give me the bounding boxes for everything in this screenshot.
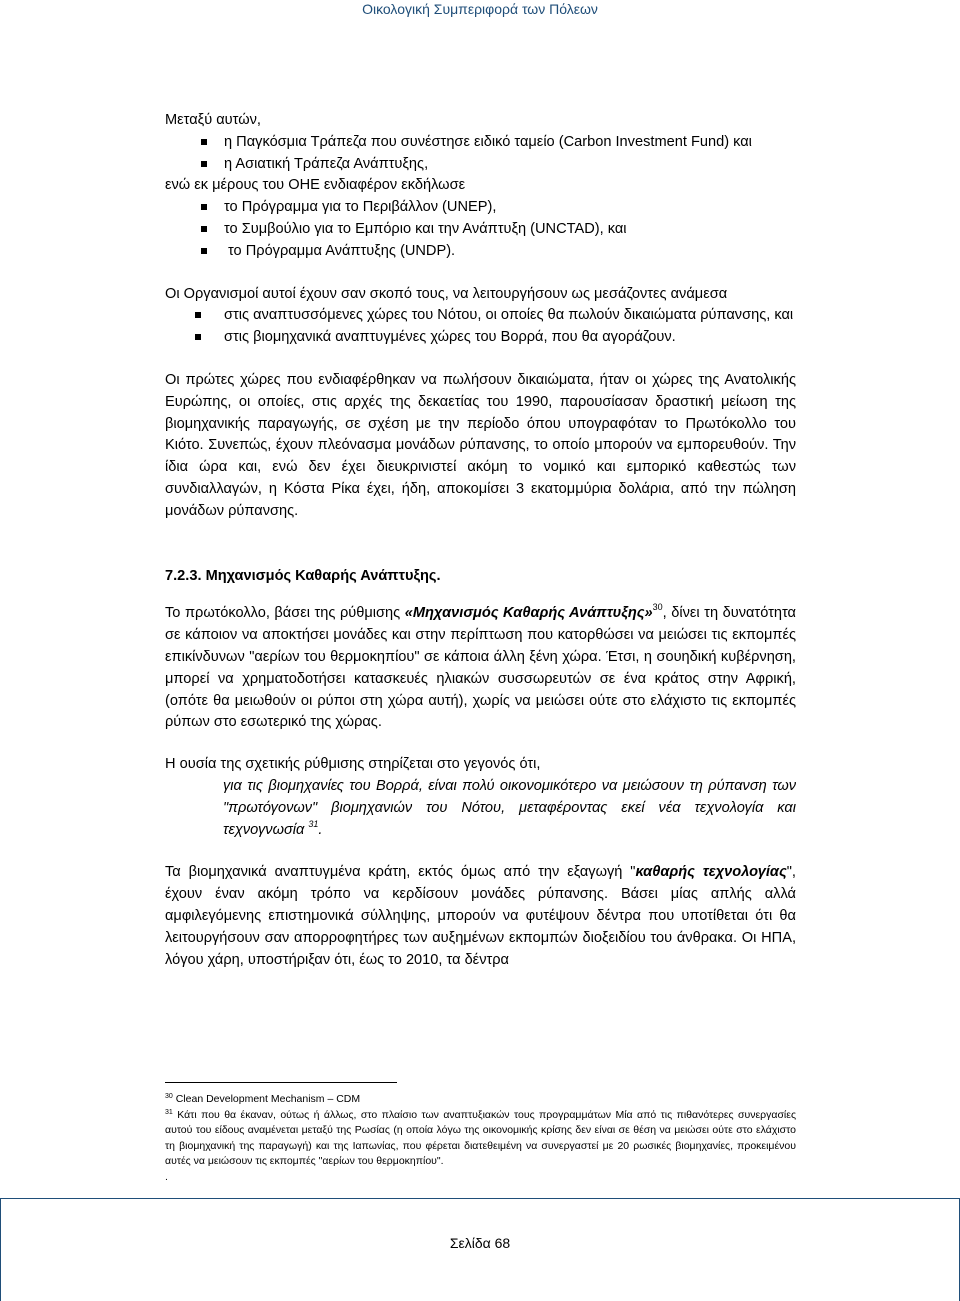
- paragraph-text: , δίνει τη δυνατότητα σε κάποιον να αποκτήσει μονάδες και στην περίπτωση που κατορθώσει να μειώσει τις εκπομπές επικίνδυνων "αερίων του θερμοκηπίου" σε κάποια άλλη ξένη χώρα. Έτσι, η σουηδική κυβέρνηση, μπορεί να χρηματοδοτήσει κατασκευές ηλιακών συσσωρευτών σε ένα κράτος στην Αφρική, (οπότε θα μειωθούν οι ρύποι στη χώρα αυτή), χωρίς να μειώσει ούτε στο ελάχιστο τις εκπομπές ρύπων στο εσωτερικό της χώρας.: [165, 605, 796, 731]
- footnotes: [165, 1092, 796, 1186]
- mechanism-term: «Μηχανισμός Καθαρής Ανάπτυξης»: [404, 605, 653, 622]
- list-item: [165, 132, 796, 154]
- section-heading: 7.2.3. Μηχανισμός Καθαρής Ανάπτυξης.: [165, 567, 441, 584]
- running-header: Οικολογική Συμπεριφορά των Πόλεων: [362, 1, 598, 17]
- list-item-text: στις αναπτυσσόμενες χώρες του Νότου, οι οποίες θα πωλούν δικαιώματα ρύπανσης, και: [224, 307, 794, 324]
- list-item-text: το Συμβούλιο για το Εμπόριο και την Ανάπτυξη (UNCTAD), και: [224, 220, 627, 237]
- list-item: [165, 305, 796, 327]
- square-bullet-icon: [195, 312, 201, 318]
- list-item-text: το Πρόγραμμα για το Περιβάλλον (UNEP),: [224, 199, 497, 216]
- footnote-number: 30: [165, 1093, 173, 1100]
- clean-technology-term: καθαρής τεχνολογίας: [635, 864, 787, 881]
- un-bullet-list: [165, 197, 796, 262]
- footnote-number: 31: [165, 1108, 173, 1116]
- paragraph-text: Το πρωτόκολλο, βάσει της ρύθμισης: [165, 605, 405, 622]
- organizations-lead: Οι Οργανισμοί αυτοί έχουν σαν σκοπό τους, να λειτουργήσουν ως μεσάζοντες ανάμεσα: [165, 285, 728, 302]
- page-body: [165, 110, 796, 971]
- quote-end: .: [318, 821, 323, 838]
- footnote-31: [165, 1108, 796, 1170]
- square-bullet-icon: [201, 248, 207, 254]
- essence-lead: Η ουσία της σχετικής ρύθμισης στηρίζεται στο γεγονός ότι,: [165, 756, 541, 773]
- square-bullet-icon: [201, 139, 207, 145]
- list-item: [165, 154, 796, 176]
- footnote-separator: [165, 1082, 397, 1083]
- square-bullet-icon: [201, 161, 207, 167]
- list-item: [165, 197, 796, 219]
- square-bullet-icon: [201, 204, 207, 210]
- paragraph-text: Τα βιομηχανικά αναπτυγμένα κράτη, εκτός όμως από την εξαγωγή ": [165, 864, 636, 881]
- paragraph-text: ", έχουν έναν ακόμη τρόπο να κερδίσουν μονάδες ρύπανσης. Βάσει μίας απλής αλλά αμφιλεγόμενης επιστημονικά σύλληψης, μπορούν να φυτέψουν δέντρα που υποτίθεται ότι θα λειτουργήσουν σαν απορροφητήρες των αυξημένων εκπομπών διοξειδίου του άνθρακα. Οι ΗΠΑ, λόγου χάρη, υποστήριξαν ότι, έως το 2010, τα δέντρα: [165, 864, 796, 968]
- footnote-30: [165, 1092, 796, 1108]
- list-item-text: το Πρόγραμμα Ανάπτυξης (UNDP).: [228, 242, 456, 259]
- list-item-text: η Ασιατική Τράπεζα Ανάπτυξης,: [224, 155, 429, 172]
- intro-lead: Μεταξύ αυτών,: [165, 112, 261, 128]
- page-number: Σελίδα 68: [449, 1235, 511, 1251]
- essence-quote: [165, 776, 796, 841]
- paragraph-first-countries: Οι πρώτες χώρες που ενδιαφέρθηκαν να πωλήσουν δικαιώματα, ήταν οι χώρες της Ανατολικής Ευρώπης, οι οποίες, στις αρχές της δεκαετίας του 1990, παρουσίασαν δραστική μείωση της βιομηχανικής παραγωγής, σε σχέση με την περίοδο όπου υπογραφόταν το Πρωτόκολλο του Κιότο. Συνεπώς, έχουν πλεόνασμα μονάδων ρύπανσης, το οποίο μπορούν να εμπορευθούν. Την ίδια ώρα και, ενώ δεν έχει διευκρινιστεί ακόμη το νομικό και εμπορικό καθεστώς των συνδιαλλαγών, η Κόστα Ρίκα έχει, ήδη, αποκομίσει 3 εκατομμύρια δολάρια, από την πώληση μονάδων ρύπανσης.: [165, 371, 796, 519]
- footer-border-top: [0, 1198, 960, 1199]
- paragraph-industrial: [165, 862, 796, 971]
- footnote-text: Κάτι που θα έκαναν, ούτως ή άλλως, στο πλαίσιο των αναπτυξιακών τους προγραμμάτων Μία από τις πιθανότερες συνεργασίες αυτού του είδους αναμένεται μεταξύ της Ρωσίας (η οποία λόγω της οικονομικής κρίσης δεν είναι σε θέση να μειώσει ούτε στο ελάχιστο τη βιομηχανική της παραγωγή) και της Ιαπωνίας, που φέρεται διατεθειμένη να συνεργαστεί με 20 ρωσικές βιομηχανίες, προκειμένου αυτές να μειώσουν τις εκπομπές "αερίων του θερμοκηπίου".: [165, 1108, 796, 1168]
- footnote-ref: 31: [308, 818, 319, 829]
- footnote-end-mark: .: [165, 1170, 168, 1183]
- list-item-text: η Παγκόσμια Τράπεζα που συνέστησε ειδικό ταμείο (Carbon Investment Fund) και: [224, 133, 752, 150]
- list-item: [165, 219, 796, 241]
- organizations-bullet-list: [165, 305, 796, 349]
- list-item: [165, 241, 796, 263]
- footnote-text: Clean Development Mechanism – CDM: [175, 1093, 361, 1105]
- square-bullet-icon: [201, 226, 207, 232]
- list-item-text: στις βιομηχανικά αναπτυγμένες χώρες του Βορρά, που θα αγοράζουν.: [224, 329, 676, 346]
- intro-bullet-list: [165, 132, 796, 176]
- square-bullet-icon: [195, 334, 201, 340]
- quote-text: για τις βιομηχανίες του Βορρά, είναι πολύ οικονομικότερο να μειώσουν τη ρύπανση των "πρωτόγονων" βιομηχανιών του Νότου, μεταφέροντας εκεί νέα τεχνολογία και τεχνογνωσία: [223, 777, 796, 838]
- intro-lead-2: ενώ εκ μέρους του ΟΗΕ ενδιαφέρον εκδήλωσε: [165, 177, 466, 194]
- paragraph-mechanism: [165, 603, 796, 734]
- list-item: [165, 327, 796, 349]
- footnote-ref: 30: [652, 602, 663, 613]
